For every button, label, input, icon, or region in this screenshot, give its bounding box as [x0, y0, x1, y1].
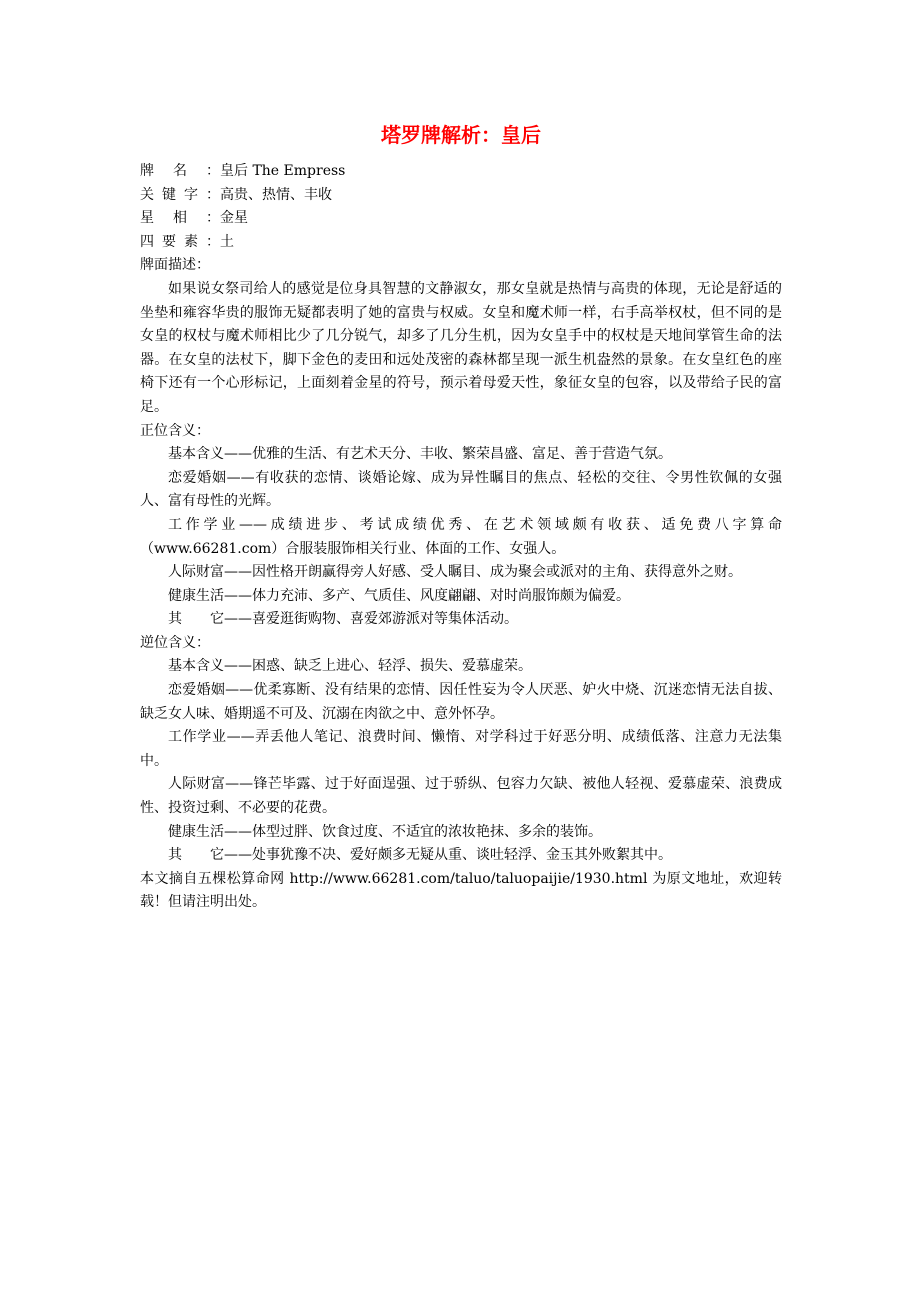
meta-label: 星相：	[140, 210, 220, 227]
reversed-item: 其 它——处事犹豫不决、爱好颇多无疑从重、谈吐轻浮、金玉其外败絮其中。	[168, 847, 672, 864]
meta-value: 金星	[220, 210, 248, 227]
meta-label: 牌名：	[140, 163, 220, 179]
reversed-item: 恋爱婚姻——优柔寡断、没有结果的恋情、因任性妄为令人厌恶、妒火中烧、沉迷恋情无法自拔、缺乏女人味、婚期遥不可及、沉溺在肉欲之中、意外怀孕。	[140, 682, 782, 722]
document-page	[140, 118, 782, 915]
upright-item: 工作学业——成绩进步、考试成绩优秀、在艺术领域颇有收获、适免费八字算命（www.66281.com）合服装服饰相关行业、体面的工作、女强人。	[140, 516, 782, 557]
upright-item: 其 它——喜爱逛街购物、喜爱郊游派对等集体活动。	[168, 611, 518, 628]
reversed-item: 人际财富——锋芒毕露、过于好面逞强、过于骄纵、包容力欠缺、被他人轻视、爱慕虚荣、浪费成性、投资过剩、不必要的花费。	[140, 776, 782, 817]
meta-value: 高贵、热情、丰收	[220, 186, 332, 203]
upright-item: 基本含义——优雅的生活、有艺术天分、丰收、繁荣昌盛、富足、善于营造气氛。	[168, 446, 672, 463]
reversed-label: 逆位含义：	[140, 634, 210, 651]
upright-item: 健康生活——体力充沛、多产、气质佳、风度翩翩、对时尚服饰颇为偏爱。	[168, 587, 630, 604]
upright-item: 恋爱婚姻——有收获的恋情、谈婚论嫁、成为异性瞩目的焦点、轻松的交往、令男性钦佩的女强人、富有母性的光辉。	[140, 469, 782, 510]
meta-label: 四要素：	[140, 233, 220, 250]
upright-item: 人际财富——因性格开朗赢得旁人好感、受人瞩目、成为聚会或派对的主角、获得意外之财。	[168, 564, 742, 581]
source-footer: 本文摘自五棵松算命网 http://www.66281.com/taluo/taluopaijie/1930.html 为原文地址，欢迎转载！但请注明出处。	[140, 870, 782, 911]
page-title: 塔罗牌解析：皇后	[381, 123, 541, 147]
description-label: 牌面描述：	[140, 257, 210, 274]
meta-value: 皇后 The Empress	[220, 163, 346, 179]
reversed-item: 工作学业——弄丢他人笔记、浪费时间、懒惰、对学科过于好恶分明、成绩低落、注意力无法集中。	[140, 729, 782, 769]
meta-value: 土	[220, 233, 234, 250]
reversed-item: 基本含义——困惑、缺乏上进心、轻浮、损失、爱慕虚荣。	[168, 658, 532, 675]
meta-row-keywords	[140, 184, 782, 208]
description-paragraph: 如果说女祭司给人的感觉是位身具智慧的文静淑女，那女皇就是热情与高贵的体现，无论是舒适的坐垫和雍容华贵的服饰无疑都表明了她的富贵与权威。女皇和魔术师一样，右手高举权杖，但不同的是女皇的权杖与魔术师相比少了几分锐气，却多了几分生机，因为女皇手中的权杖是天地间掌管生命的法器。在女皇的法杖下，脚下金色的麦田和远处茂密的森林都呈现一派生机盎然的景象。在女皇红色的座椅下还有一个心形标记，上面刻着金星的符号，预示着母爱天性，象征女皇的包容，以及带给子民的富足。	[140, 280, 782, 415]
meta-row-element	[140, 231, 782, 255]
meta-row-name	[140, 160, 782, 184]
reversed-item: 健康生活——体型过胖、饮食过度、不适宜的浓妆艳抹、多余的装饰。	[168, 823, 602, 840]
meta-label: 关键字：	[140, 186, 220, 203]
meta-row-star	[140, 207, 782, 231]
upright-label: 正位含义：	[140, 422, 210, 439]
